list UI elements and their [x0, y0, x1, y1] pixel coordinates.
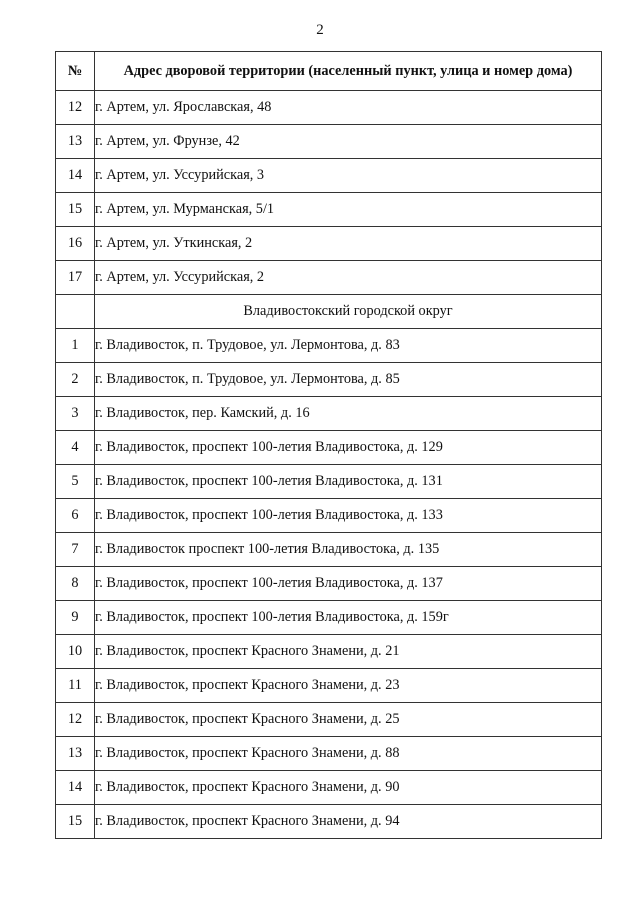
table-row: [56, 601, 602, 635]
row-number: 8: [56, 567, 95, 601]
row-number: 2: [56, 363, 95, 397]
table-row: [56, 499, 602, 533]
row-address: г. Владивосток, проспект Красного Знамени, д. 23: [95, 669, 602, 703]
table-header-row: [56, 52, 602, 91]
row-address: г. Владивосток проспект 100-летия Владивостока, д. 135: [95, 533, 602, 567]
table-body: [56, 91, 602, 839]
table-row: [56, 669, 602, 703]
table-row: [56, 91, 602, 125]
section-row: [56, 295, 602, 329]
table-row: [56, 567, 602, 601]
row-address: г. Владивосток, проспект 100-летия Владивостока, д. 129: [95, 431, 602, 465]
table-row: [56, 737, 602, 771]
row-number: 16: [56, 227, 95, 261]
row-number: 9: [56, 601, 95, 635]
row-number: 15: [56, 193, 95, 227]
row-address: г. Артем, ул. Уткинская, 2: [95, 227, 602, 261]
row-number: 1: [56, 329, 95, 363]
row-number: 11: [56, 669, 95, 703]
row-number: 12: [56, 91, 95, 125]
table-row: [56, 329, 602, 363]
row-address: г. Владивосток, проспект Красного Знамени, д. 94: [95, 805, 602, 839]
row-address: г. Владивосток, проспект 100-летия Владивостока, д. 137: [95, 567, 602, 601]
row-address: г. Артем, ул. Уссурийская, 3: [95, 159, 602, 193]
row-address: г. Владивосток, проспект Красного Знамени, д. 90: [95, 771, 602, 805]
table-row: [56, 125, 602, 159]
row-number: 14: [56, 771, 95, 805]
table-row: [56, 193, 602, 227]
row-address: г. Владивосток, проспект Красного Знамени, д. 21: [95, 635, 602, 669]
row-address: г. Владивосток, п. Трудовое, ул. Лермонтова, д. 85: [95, 363, 602, 397]
row-address: г. Владивосток, проспект 100-летия Владивостока, д. 159г: [95, 601, 602, 635]
row-address: г. Владивосток, пер. Камский, д. 16: [95, 397, 602, 431]
row-number: 12: [56, 703, 95, 737]
table-row: [56, 703, 602, 737]
table-row: [56, 431, 602, 465]
row-number: 4: [56, 431, 95, 465]
row-number: 6: [56, 499, 95, 533]
row-address: г. Артем, ул. Уссурийская, 2: [95, 261, 602, 295]
table-row: [56, 397, 602, 431]
row-number: 5: [56, 465, 95, 499]
table-row: [56, 805, 602, 839]
row-number: 7: [56, 533, 95, 567]
row-address: г. Владивосток, проспект 100-летия Владивостока, д. 133: [95, 499, 602, 533]
row-address: г. Владивосток, п. Трудовое, ул. Лермонтова, д. 83: [95, 329, 602, 363]
table-row: [56, 635, 602, 669]
table-row: [56, 465, 602, 499]
row-number: 10: [56, 635, 95, 669]
row-address: г. Артем, ул. Ярославская, 48: [95, 91, 602, 125]
table-row: [56, 227, 602, 261]
table-row: [56, 261, 602, 295]
row-number: 14: [56, 159, 95, 193]
column-header-address: Адрес дворовой территории (населенный пункт, улица и номер дома): [95, 52, 602, 91]
row-number: 13: [56, 125, 95, 159]
row-number: 15: [56, 805, 95, 839]
row-number: 17: [56, 261, 95, 295]
row-address: г. Владивосток, проспект 100-летия Владивостока, д. 131: [95, 465, 602, 499]
section-title: Владивостокский городской округ: [95, 295, 602, 329]
row-number: 13: [56, 737, 95, 771]
address-table: [55, 51, 602, 839]
section-number-cell: [56, 295, 95, 329]
row-address: г. Владивосток, проспект Красного Знамени, д. 25: [95, 703, 602, 737]
row-address: г. Владивосток, проспект Красного Знамени, д. 88: [95, 737, 602, 771]
table-row: [56, 363, 602, 397]
column-header-number: №: [56, 52, 95, 91]
row-address: г. Артем, ул. Мурманская, 5/1: [95, 193, 602, 227]
row-number: 3: [56, 397, 95, 431]
table-row: [56, 533, 602, 567]
table-row: [56, 771, 602, 805]
row-address: г. Артем, ул. Фрунзе, 42: [95, 125, 602, 159]
table-row: [56, 159, 602, 193]
page-number: 2: [316, 22, 324, 38]
